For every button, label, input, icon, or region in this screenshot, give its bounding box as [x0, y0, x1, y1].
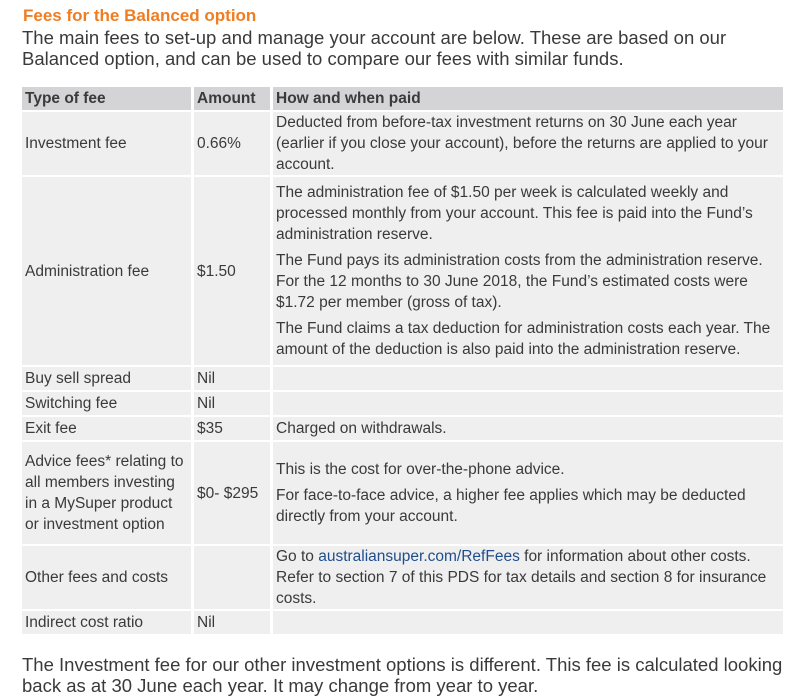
table-row-other-fees-and-costs: [22, 546, 783, 609]
intro-text: The main fees to set-up and manage your account are below. These are based on our Balanced option, and can be used to compare our fees with similar funds.: [22, 27, 727, 69]
fee-description: [270, 442, 783, 544]
fee-description: [270, 112, 783, 175]
fee-description-text: Deducted from before-tax investment returns on 30 June each year (earlier if you close your account), before the returns are applied to your account.: [276, 114, 768, 173]
fee-amount: Nil: [191, 611, 270, 634]
fee-type: Advice fees* relating to all members investing in a MySuper product or investment option: [22, 442, 191, 544]
fee-amount: $35: [191, 417, 270, 440]
fee-description: [270, 392, 783, 415]
fee-description-text: [276, 546, 780, 609]
fee-description-text: This is the cost for over-the-phone advice.: [276, 461, 565, 478]
fee-description: [270, 177, 783, 365]
header-amount: Amount: [191, 87, 270, 110]
fee-type: Administration fee: [22, 177, 191, 365]
table-row-investment-fee: [22, 112, 783, 175]
fee-type: Indirect cost ratio: [22, 611, 191, 634]
fee-description: [270, 546, 783, 609]
fee-description-text: Charged on withdrawals.: [276, 420, 447, 437]
table-row-advice-fees: [22, 442, 783, 544]
outro-text: The Investment fee for our other investment options is different. This fee is calculated looking back as at 30 June each year. It may change from year to year.: [22, 654, 783, 696]
fee-description-text: For face-to-face advice, a higher fee applies which may be deducted directly from your account.: [276, 487, 746, 525]
fee-type: Other fees and costs: [22, 546, 191, 609]
fee-type: Switching fee: [22, 392, 191, 415]
table-row-buy-sell-spread: [22, 367, 783, 390]
table-header-row: [22, 87, 783, 110]
fee-type: Buy sell spread: [22, 367, 191, 390]
table-row-switching-fee: [22, 392, 783, 415]
fee-amount: [191, 546, 270, 609]
header-type-of-fee: Type of fee: [22, 87, 191, 110]
fee-description-text: The Fund pays its administration costs from the administration reserve. For the 12 months to 30 June 2018, the Fund’s estimated costs were $1.72 per member (gross of tax).: [276, 252, 763, 311]
fee-description: [270, 367, 783, 390]
fee-description-text: The Fund claims a tax deduction for administration costs each year. The amount of the deduction is also paid into the administration reserve.: [276, 320, 771, 358]
ref-fees-link[interactable]: australiansuper.com/RefFees: [318, 548, 520, 565]
description-prefix: Go to: [276, 548, 319, 565]
fee-amount: $1.50: [191, 177, 270, 365]
table-row-exit-fee: [22, 417, 783, 440]
fee-amount: $0- $295: [191, 442, 270, 544]
fee-description: [270, 417, 783, 440]
fee-amount: Nil: [191, 367, 270, 390]
table-row-administration-fee: [22, 177, 783, 365]
fee-type: Exit fee: [22, 417, 191, 440]
table-row-indirect-cost-ratio: [22, 611, 783, 634]
fee-amount: 0.66%: [191, 112, 270, 175]
fees-table: [22, 85, 783, 636]
fee-amount: Nil: [191, 392, 270, 415]
header-how-and-when-paid: How and when paid: [270, 87, 783, 110]
fee-description: [270, 611, 783, 634]
fee-description-text: The administration fee of $1.50 per week is calculated weekly and processed monthly from your account. This fee is paid into the Fund’s administration reserve.: [276, 184, 753, 243]
description-suffix: for information about other costs. Refer to section 7 of this PDS for tax details and section 8 for insurance costs.: [276, 548, 767, 607]
section-title: Fees for the Balanced option: [23, 6, 257, 25]
fee-type: Investment fee: [22, 112, 191, 175]
